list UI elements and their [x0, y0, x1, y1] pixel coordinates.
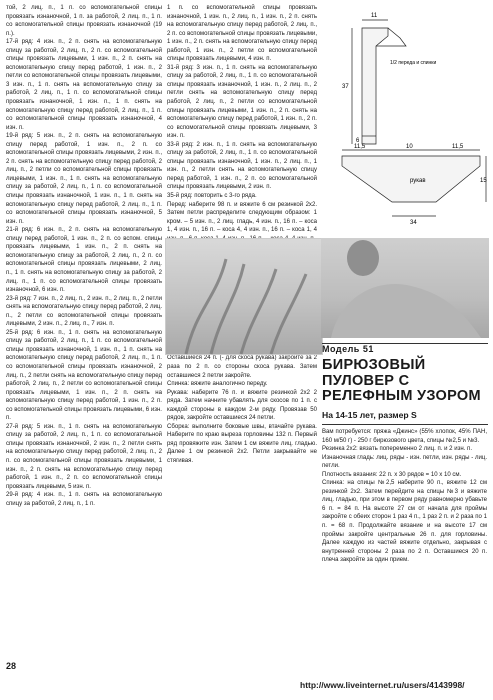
sweater-detail-photo: [165, 238, 323, 355]
garment-schematic: [330, 6, 490, 228]
model-title: БИРЮЗОВЫЙ ПУЛОВЕР С РЕЛЕФНЫМ УЗОРОМ: [322, 357, 481, 404]
dim-sleeve-mid: 10: [406, 144, 413, 150]
title-rule-bottom: [322, 424, 488, 425]
middle-text-column: 1 п. со вспомогательной спицы провязать изнаночной, 1 изн. п., 2 лиц. п., 1 изн. п., 2 п. снять на вспомогательную спицу перед работой, 2 лиц. п., 2 п. со вспомогательной спицы провязать лицевыми, 1 изн. п., 2 п. снять на вспомогательную спицу перед работой, 1 изн. п., 2 петли со вспомогательной спицы провязать лицевыми, 4 изн. п. 31-й ряд: 3 изн. п., 1 п. снять на вспомогательную спицу за работой, 2 лиц. п., 1 п. со вспомогательной спицы провязать изнаночной, 1 изн. п., 2 лиц. п., 2 петли снять на вспомогательную спицу перед работой, 2 лиц. п., 2 петли со вспомогательной спицы провязать лицевыми, 1 изн. п., 2 п. снять на вспомогательную спицу перед работой, 1 изн. п., 2 п. со вспомогательной спицы провязать лицевыми, 3 изн. п. 33-й ряд: 2 изн. п., 1 п. снять на вспомогательную спицу за работой, 2 лиц. п., 1 п. со вспомогательной спицы провязать изнаночной, 1 изн. п., 2 лиц. п., 1 изн. п., 2 петли снять на вспомогательную спицу перед работой, 1 изн. п., 2 п. со вспомогательной спицы провязать лицевыми, 2 изн. п. 35-й ряд: повторить с 3-го ряда. Перед: наберите 98 п. и вяжите 6 см резинкой 2х2. Затем петли распределите следующим образом: 1 кром. – 5 изн. п., 2 лиц. гладь, 4 изн. п., 16 п. – коса 1, 4 изн. п., 16 п. – коса 4, 4 изн. п., 16 п. – коса 1, 4 Оставшиеся 24 п. (- для скоса рукава) закройте за 2 раза по 2 п. со стороны скоса рукава. Затем оставшиеся 2 петли закройте. Спинка: вяжите аналогично переду. Рукава: наберите 76 п. и вяжите резинкой 2х2 2 ряда. Затем начните убавлять для скосов по 1 п. с каждой стороны в каждом 2-м ряду. Провязав 50 рядов, закройте оставшиеся 24 петли. Сборка: выполните боковые швы, втачайте рукава. Наберите по краю выреза горловины 132 п. Первый ряд провяжите изн. Затем 1 см вяжите лиц. гладью. Далее 1 см резинкой 2х2. Петли закрывайте не стягивая.: [167, 5, 317, 464]
page-number: 28: [6, 661, 17, 671]
model-subtitle: На 14-15 лет, размер S: [322, 410, 417, 420]
dim-sleeve-height: 15: [480, 178, 487, 184]
source-url[interactable]: http://www.liveinternet.ru/users/4143998/: [300, 680, 465, 690]
model-number: Модель 51: [322, 344, 374, 354]
dim-sleeve-right: 11,5: [452, 144, 464, 150]
left-text-column: той, 2 лиц. п., 1 п. со вспомогательной спицы провязать изнаночной, 1 п. за работой, 2 лиц. п., 1 п. со вспомогательной спицы провязать изнаночной (19 п.). 17-й ряд: 4 изн. п., 2 п. снять на вспомогательную спицу за работой, 2 лиц. п., 2 п. со вспомогательной спицы провязать лицевыми, 1 изн. п., 2 п. снять на вспомогательную спицу перед работой, 1 изн. п., 2 петли со вспомогательной спицы провязать лицевыми, 3 изн. п., 1 п. снять на вспомогательную спицу за работой, 2 лиц. п., 1 п. со вспомогательной спицы провязать изнаночной, 1 изн. п., 1 п. снять на вспомогательную спицу перед работой, 2 лиц. п., 1 п. со вспомогательной спицы провязать изнаночной, 4 изн. п. 19-й ряд: 5 изн. п., 2 п. снять на вспомогательную спицу перед работой, 1 изн. п., 2 п. со вспомогательной спицы провязать лицевыми, 2 изн. п., 2 п. снять на вспомогательную спицу перед работой, 2 лиц. п., 2 петли со вспомогательной спицы провязать лицевыми, 1 изн. п., 1 п. снять на вспомогательную спицу за работой, 2 лиц. п., 1 п. со вспомогательной спицы провязать изнаночной, 1 изн. п., 1 п. снять на вспомогательную спицу перед работой, 2 лиц. п., 1 п. со вспомогательной спицы провязать изнаночной, 5 изн. п. 21-й ряд: 6 изн. п., 2 п. снять на вспомогательную спицу перед работой, 1 изн. п., 2 п. со вспом. спицы провязать лицевыми, 1 изн. п., 2 п. снять на вспомогательную спицу за работой, 2 лиц. п., 2 п. со вспомогательной спицы провязать лицевыми, 2 лиц. п., 1 п. снять на вспомогательную спицу за работой, 2 лиц. п., 1 п. со вспомогательной спицы провязать изнаночной, 6 изн. п. 23-й ряд: 7 изн. п., 2 лиц. п., 2 изн. п., 2 лиц. п., 2 петли снять на вспомогательную спицу перед работой, 2 лиц. п., 2 петли со вспомогательной спицы провязать лицевыми, 2 изн. п., 2 лиц. п., 7 изн. п. 25-й ряд: 6 изн. п., 1 п. снять на вспомогательную спицу за работой, 2 лиц. п., 1 п. со вспомогательной спицы провязать изнаночной, 1 изн. п., 1 п. снять на вспомогательную спицу перед работой, 2 лиц. п., 1 п. со вспомогательной спицы провязать изнаночной, 2 лиц. п., 2 петли снять на вспомогательную спицу перед работой, 2 лиц. п., 2 петли со вспомогательной спицы провязать лицевыми, 1 изн. п., 2 п. снять на вспомогательную спицу перед работой, 1 изн. п., 2 п. со вспомогательной спицы провязать лицевыми, 6 изн. п. 27-й ряд: 5 изн. п., 1 п. снять на вспомогательную спицу за работой, 2 лиц. п., 1 п. со вспомогательной спицы провязать изнаночной, 2 изн. п., 2 петли снять на вспомогательную спицу перед работой, 2 лиц. п., 2 п. со вспомогательной спицы провязать лицевыми, 1 изн. п., 2 п. снять на вспомогательную спицу перед работой, 1 изн. п., 2 п. со вспомогательной спицы провязать лицевыми, 5 изн. п. 29-й ряд: 4 изн. п., 1 п. снять на вспомогательную спицу за работой, 2 лиц. п., 1 п.: [6, 5, 162, 507]
right-text-column: Вам потребуется: пряжа «Джинс» (55% хлопок, 45% ПАН, 160 м/50 г) - 250 г бирюзового цвета, спицы №2,5 и №3. Резинка 2х2: вязать попеременно 2 лиц. п. и 2 изн. п. Изнаночная гладь: лиц. ряды - изн. петли, изн. ряды - лиц. петли. Плотность вязания: 22 п. х 30 рядов = 10 х 10 см. Спинка: на спицы №2,5 наберите 90 п., вяжите 12 см резинкой 2х2. Затем перейдите на спицы №3 и вяжите лиц. гладью, при этом в первом ряду равномерно убавьте 6 п. = 84 п. На высоте 27 см от начала для проймы закройте с обеих сторон 1 раз 4 п., 1 раз 2 п. и 2 раза по 1 п. = 68 п. Продолжайте вязание и на высоте 17 см проймы закройте центральные 26 п. для горловины. Далее каждую из частей вяжите отдельно, закрывая с внутренней стороны 2 раза по 2 п. Оставшиеся 20 п. плеча закройте за один прием.: [322, 429, 487, 564]
dim-sleeve-left: 11,5: [354, 144, 366, 150]
dim-height: 37: [342, 84, 349, 90]
label-front-back: 1/2 переда и спинки: [390, 60, 437, 66]
model-photo: [321, 238, 489, 338]
label-sleeve: рукав: [410, 178, 426, 184]
dim-top: 11: [371, 13, 378, 19]
dim-sleeve-bottom: 34: [410, 220, 417, 226]
dim-bottom-gap: 6: [356, 138, 360, 144]
